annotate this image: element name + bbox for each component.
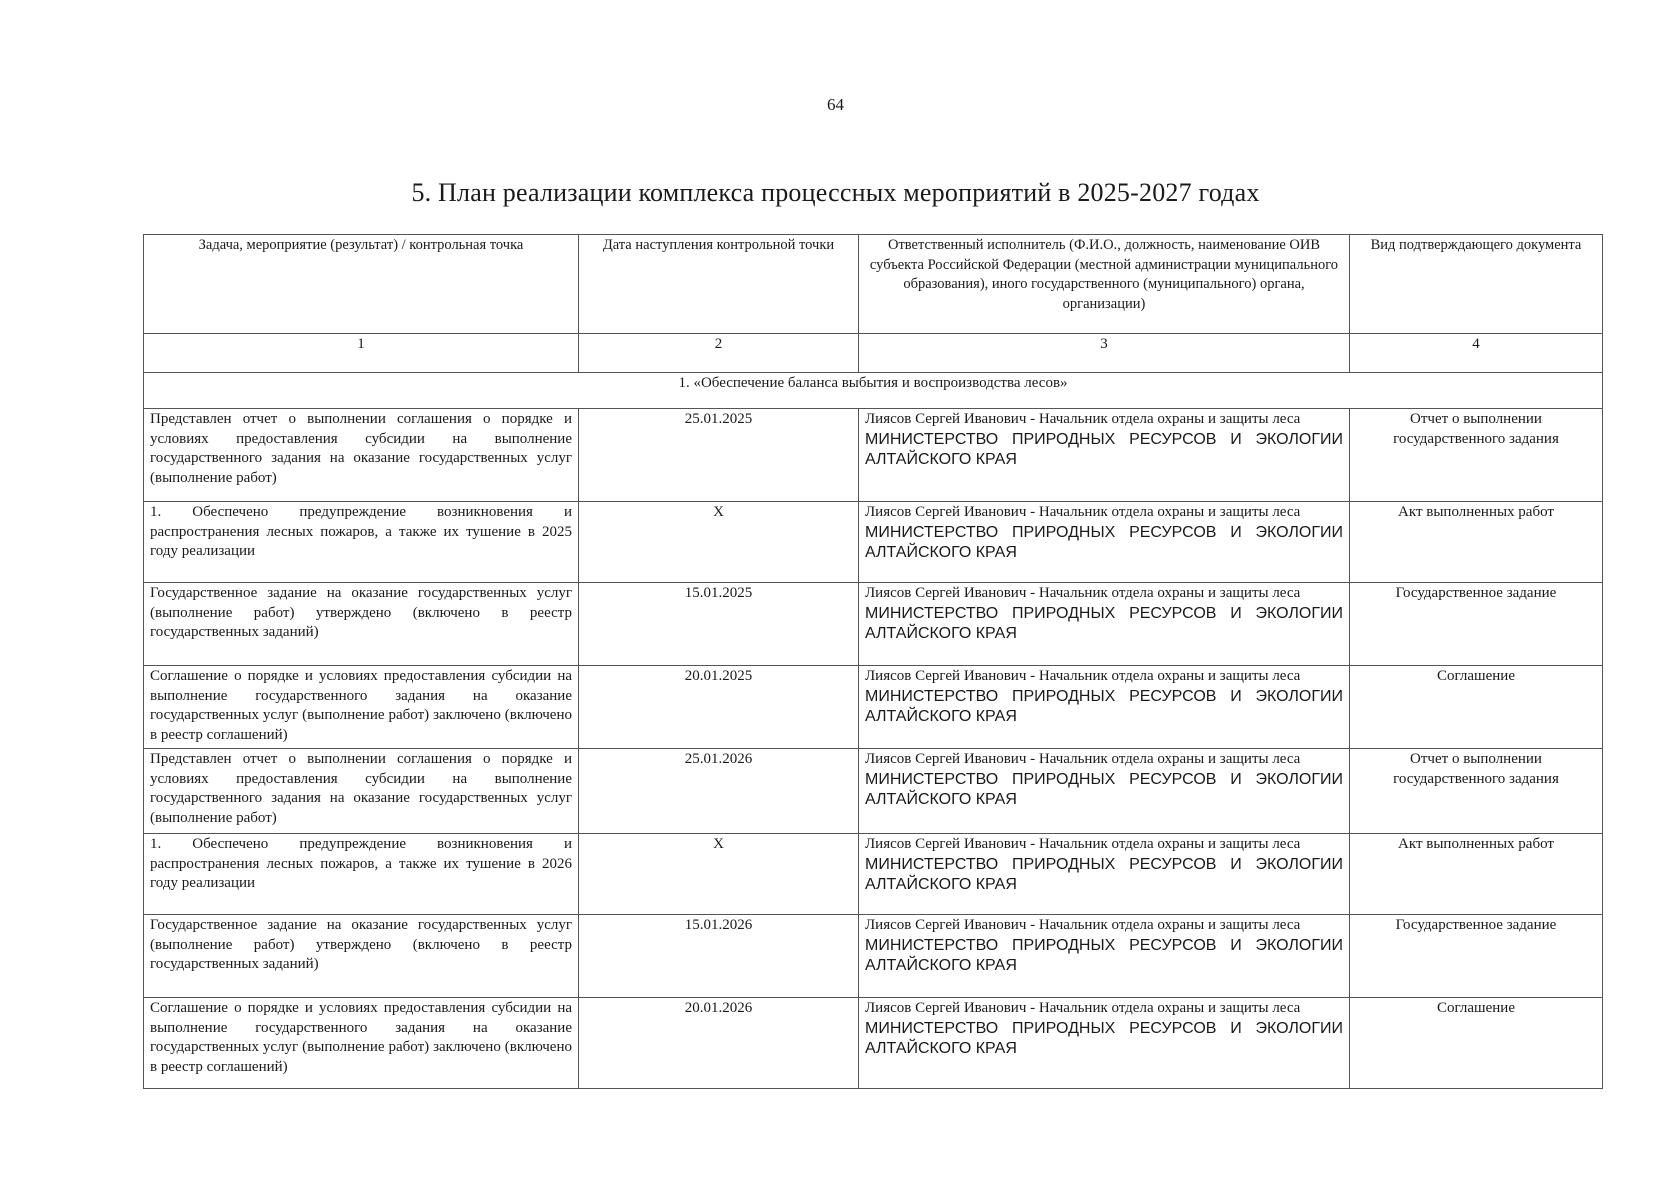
column-number: 4: [1350, 334, 1603, 373]
table-row: [144, 409, 1603, 502]
column-number-row: [144, 334, 1603, 373]
plan-table: [143, 234, 1603, 1089]
date-cell: X: [579, 502, 859, 583]
column-number: 3: [859, 334, 1350, 373]
document-cell: Акт выполненных работ: [1350, 502, 1603, 583]
document-cell: Соглашение: [1350, 666, 1603, 749]
page-number: 64: [827, 95, 844, 114]
table-row: [144, 583, 1603, 666]
responsible-cell: [859, 834, 1350, 915]
document-cell: Акт выполненных работ: [1350, 834, 1603, 915]
document-cell: Отчет о выполнении государственного задания: [1350, 409, 1603, 502]
table-header-row: [144, 235, 1603, 334]
table-row: [144, 834, 1603, 915]
task-cell: Государственное задание на оказание государственных услуг (выполнение работ) утверждено (включено в реестр государственных заданий): [144, 915, 579, 998]
responsible-cell: [859, 666, 1350, 749]
task-cell: 1. Обеспечено предупреждение возникновения и распространения лесных пожаров, а также их тушение в 2026 году реализации: [144, 834, 579, 915]
responsible-ministry: МИНИСТЕРСТВО ПРИРОДНЫХ РЕСУРСОВ И ЭКОЛОГИИ АЛТАЙСКОГО КРАЯ: [865, 523, 1343, 561]
date-cell: 20.01.2026: [579, 998, 859, 1089]
responsible-cell: [859, 915, 1350, 998]
responsible-ministry: МИНИСТЕРСТВО ПРИРОДНЫХ РЕСУРСОВ И ЭКОЛОГИИ АЛТАЙСКОГО КРАЯ: [865, 770, 1343, 808]
table-row: [144, 502, 1603, 583]
date-cell: 25.01.2025: [579, 409, 859, 502]
document-cell: Государственное задание: [1350, 583, 1603, 666]
responsible-cell: [859, 998, 1350, 1089]
responsible-person: Лиясов Сергей Иванович - Начальник отдела охраны и защиты леса: [865, 1000, 1301, 1016]
section-row: [144, 373, 1603, 409]
responsible-person: Лиясов Сергей Иванович - Начальник отдела охраны и защиты леса: [865, 751, 1301, 767]
section-title: 1. «Обеспечение баланса выбытия и воспроизводства лесов»: [144, 373, 1603, 409]
responsible-ministry: МИНИСТЕРСТВО ПРИРОДНЫХ РЕСУРСОВ И ЭКОЛОГИИ АЛТАЙСКОГО КРАЯ: [865, 855, 1343, 893]
table-row: [144, 915, 1603, 998]
responsible-ministry: МИНИСТЕРСТВО ПРИРОДНЫХ РЕСУРСОВ И ЭКОЛОГИИ АЛТАЙСКОГО КРАЯ: [865, 430, 1343, 468]
task-cell: Соглашение о порядке и условиях предоставления субсидии на выполнение государственного задания на оказание государственных услуг (выполнение работ) заключено (включено в реестр соглашений): [144, 666, 579, 749]
responsible-cell: [859, 502, 1350, 583]
document-cell: Отчет о выполнении государственного задания: [1350, 749, 1603, 834]
document-cell: Соглашение: [1350, 998, 1603, 1089]
responsible-ministry: МИНИСТЕРСТВО ПРИРОДНЫХ РЕСУРСОВ И ЭКОЛОГИИ АЛТАЙСКОГО КРАЯ: [865, 687, 1343, 725]
task-cell: Соглашение о порядке и условиях предоставления субсидии на выполнение государственного задания на оказание государственных услуг (выполнение работ) заключено (включено в реестр соглашений): [144, 998, 579, 1089]
date-cell: 15.01.2025: [579, 583, 859, 666]
responsible-cell: [859, 583, 1350, 666]
responsible-person: Лиясов Сергей Иванович - Начальник отдела охраны и защиты леса: [865, 836, 1301, 852]
responsible-person: Лиясов Сергей Иванович - Начальник отдела охраны и защиты леса: [865, 917, 1301, 933]
column-number: 2: [579, 334, 859, 373]
date-cell: 25.01.2026: [579, 749, 859, 834]
responsible-person: Лиясов Сергей Иванович - Начальник отдела охраны и защиты леса: [865, 504, 1301, 520]
responsible-cell: [859, 409, 1350, 502]
task-cell: Представлен отчет о выполнении соглашения о порядке и условиях предоставления субсидии на выполнение государственного задания на оказание государственных услуг (выполнение работ): [144, 749, 579, 834]
table-row: [144, 666, 1603, 749]
table-row: [144, 998, 1603, 1089]
header-document: Вид подтверждающего документа: [1350, 235, 1603, 334]
task-cell: 1. Обеспечено предупреждение возникновения и распространения лесных пожаров, а также их тушение в 2025 году реализации: [144, 502, 579, 583]
responsible-person: Лиясов Сергей Иванович - Начальник отдела охраны и защиты леса: [865, 411, 1301, 427]
responsible-ministry: МИНИСТЕРСТВО ПРИРОДНЫХ РЕСУРСОВ И ЭКОЛОГИИ АЛТАЙСКОГО КРАЯ: [865, 1019, 1343, 1057]
header-responsible: Ответственный исполнитель (Ф.И.О., должность, наименование ОИВ субъекта Российской Федерации (местной администрации муниципального образования), иного государственного (муниципального) органа, организации): [859, 235, 1350, 334]
responsible-cell: [859, 749, 1350, 834]
date-cell: 15.01.2026: [579, 915, 859, 998]
date-cell: X: [579, 834, 859, 915]
table-row: [144, 749, 1603, 834]
task-cell: Представлен отчет о выполнении соглашения о порядке и условиях предоставления субсидии на выполнение государственного задания на оказание государственных услуг (выполнение работ): [144, 409, 579, 502]
document-cell: Государственное задание: [1350, 915, 1603, 998]
header-task: Задача, мероприятие (результат) / контрольная точка: [144, 235, 579, 334]
responsible-person: Лиясов Сергей Иванович - Начальник отдела охраны и защиты леса: [865, 585, 1301, 601]
date-cell: 20.01.2025: [579, 666, 859, 749]
page-title: 5. План реализации комплекса процессных мероприятий в 2025-2027 годах: [411, 178, 1260, 207]
responsible-ministry: МИНИСТЕРСТВО ПРИРОДНЫХ РЕСУРСОВ И ЭКОЛОГИИ АЛТАЙСКОГО КРАЯ: [865, 936, 1343, 974]
responsible-person: Лиясов Сергей Иванович - Начальник отдела охраны и защиты леса: [865, 668, 1301, 684]
task-cell: Государственное задание на оказание государственных услуг (выполнение работ) утверждено (включено в реестр государственных заданий): [144, 583, 579, 666]
column-number: 1: [144, 334, 579, 373]
header-date: Дата наступления контрольной точки: [579, 235, 859, 334]
responsible-ministry: МИНИСТЕРСТВО ПРИРОДНЫХ РЕСУРСОВ И ЭКОЛОГИИ АЛТАЙСКОГО КРАЯ: [865, 604, 1343, 642]
